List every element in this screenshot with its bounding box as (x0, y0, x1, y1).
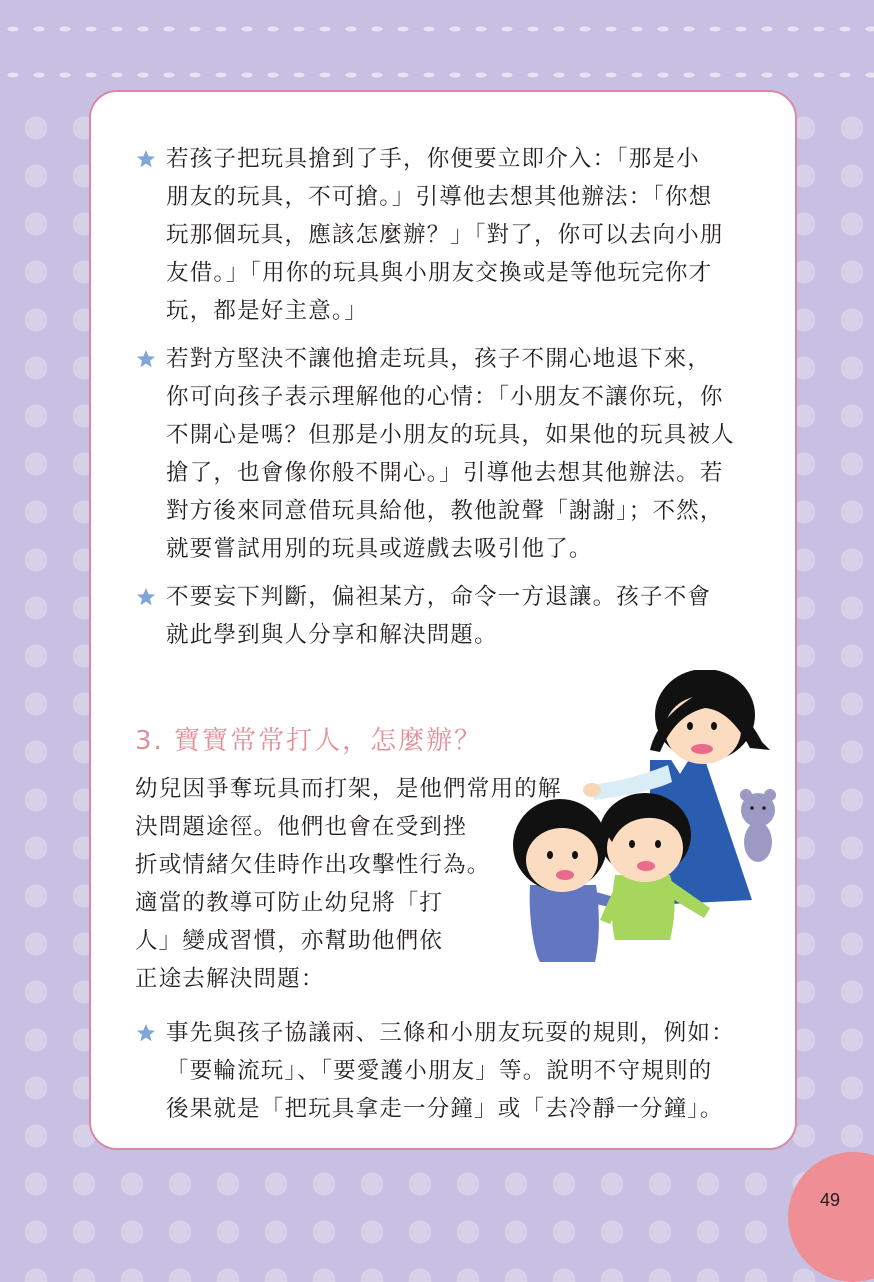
intro-line: 人」變成習慣，亦幫助他們依 (135, 928, 444, 954)
mother-figure (583, 670, 770, 905)
intro-line: 幼兒因爭奪玩具而打架，是他們常用的解 (135, 776, 562, 802)
intro-line: 折或情緒欠佳時作出攻擊性行為。 (135, 852, 491, 878)
intro-line: 適當的教導可防止幼兒將「打 (135, 890, 444, 916)
bullet-item (136, 140, 760, 330)
page-number: 49 (820, 1190, 841, 1210)
star-icon (136, 149, 156, 169)
page-number-badge (788, 1152, 874, 1282)
intro-line: 決問題途徑。他們也會在受到挫 (135, 814, 467, 840)
top-decor-row (0, 22, 874, 36)
bullet-item (136, 340, 760, 568)
intro-line: 正途去解決問題： (135, 966, 325, 992)
bullet-text: 若孩子把玩具搶到了手，你便要立即介入：「那是小 朋友的玩具，不可搶。」引導他去想其他辦法：「你想 玩那個玩具，應該怎麼辦？」「對了，你可以去向小朋 友借。」「用你的玩具與小朋友交換或是等他玩完你才 玩，都是好主意。」 (166, 146, 724, 324)
children-illustration (500, 670, 790, 970)
star-icon (136, 349, 156, 369)
star-icon (136, 587, 156, 607)
teddy-bear (740, 789, 776, 862)
top-decor-row (0, 68, 874, 82)
bullet-text: 不要妄下判斷，偏袒某方，命令一方退讓。孩子不會 就此學到與人分享和解決問題。 (166, 584, 712, 648)
bullet-text: 若對方堅決不讓他搶走玩具，孩子不開心地退下來， 你可向孩子表示理解他的心情：「小朋友不讓你玩，你 不開心是嗎？但那是小朋友的玩具，如果他的玩具被人 搶了，也會像你般不開心。」引導他去想其他辦法。若 對方後來同意借玩具給他，教他說聲「謝謝」；不然， 就要嘗試用別的玩具或遊戲去吸引他了。 (166, 346, 735, 562)
star-icon (136, 1023, 156, 1043)
bullet-text: 事先與孩子協議兩、三條和小朋友玩耍的規則，例如： 「要輪流玩」、「要愛護小朋友」等。說明不守規則的 後果就是「把玩具拿走一分鐘」或「去冷靜一分鐘」。 (166, 1020, 735, 1122)
section-heading: 3. 寶寶常常打人，怎麼辦？ (135, 726, 483, 756)
bullet-item (136, 1014, 760, 1128)
bullet-item (136, 578, 760, 654)
